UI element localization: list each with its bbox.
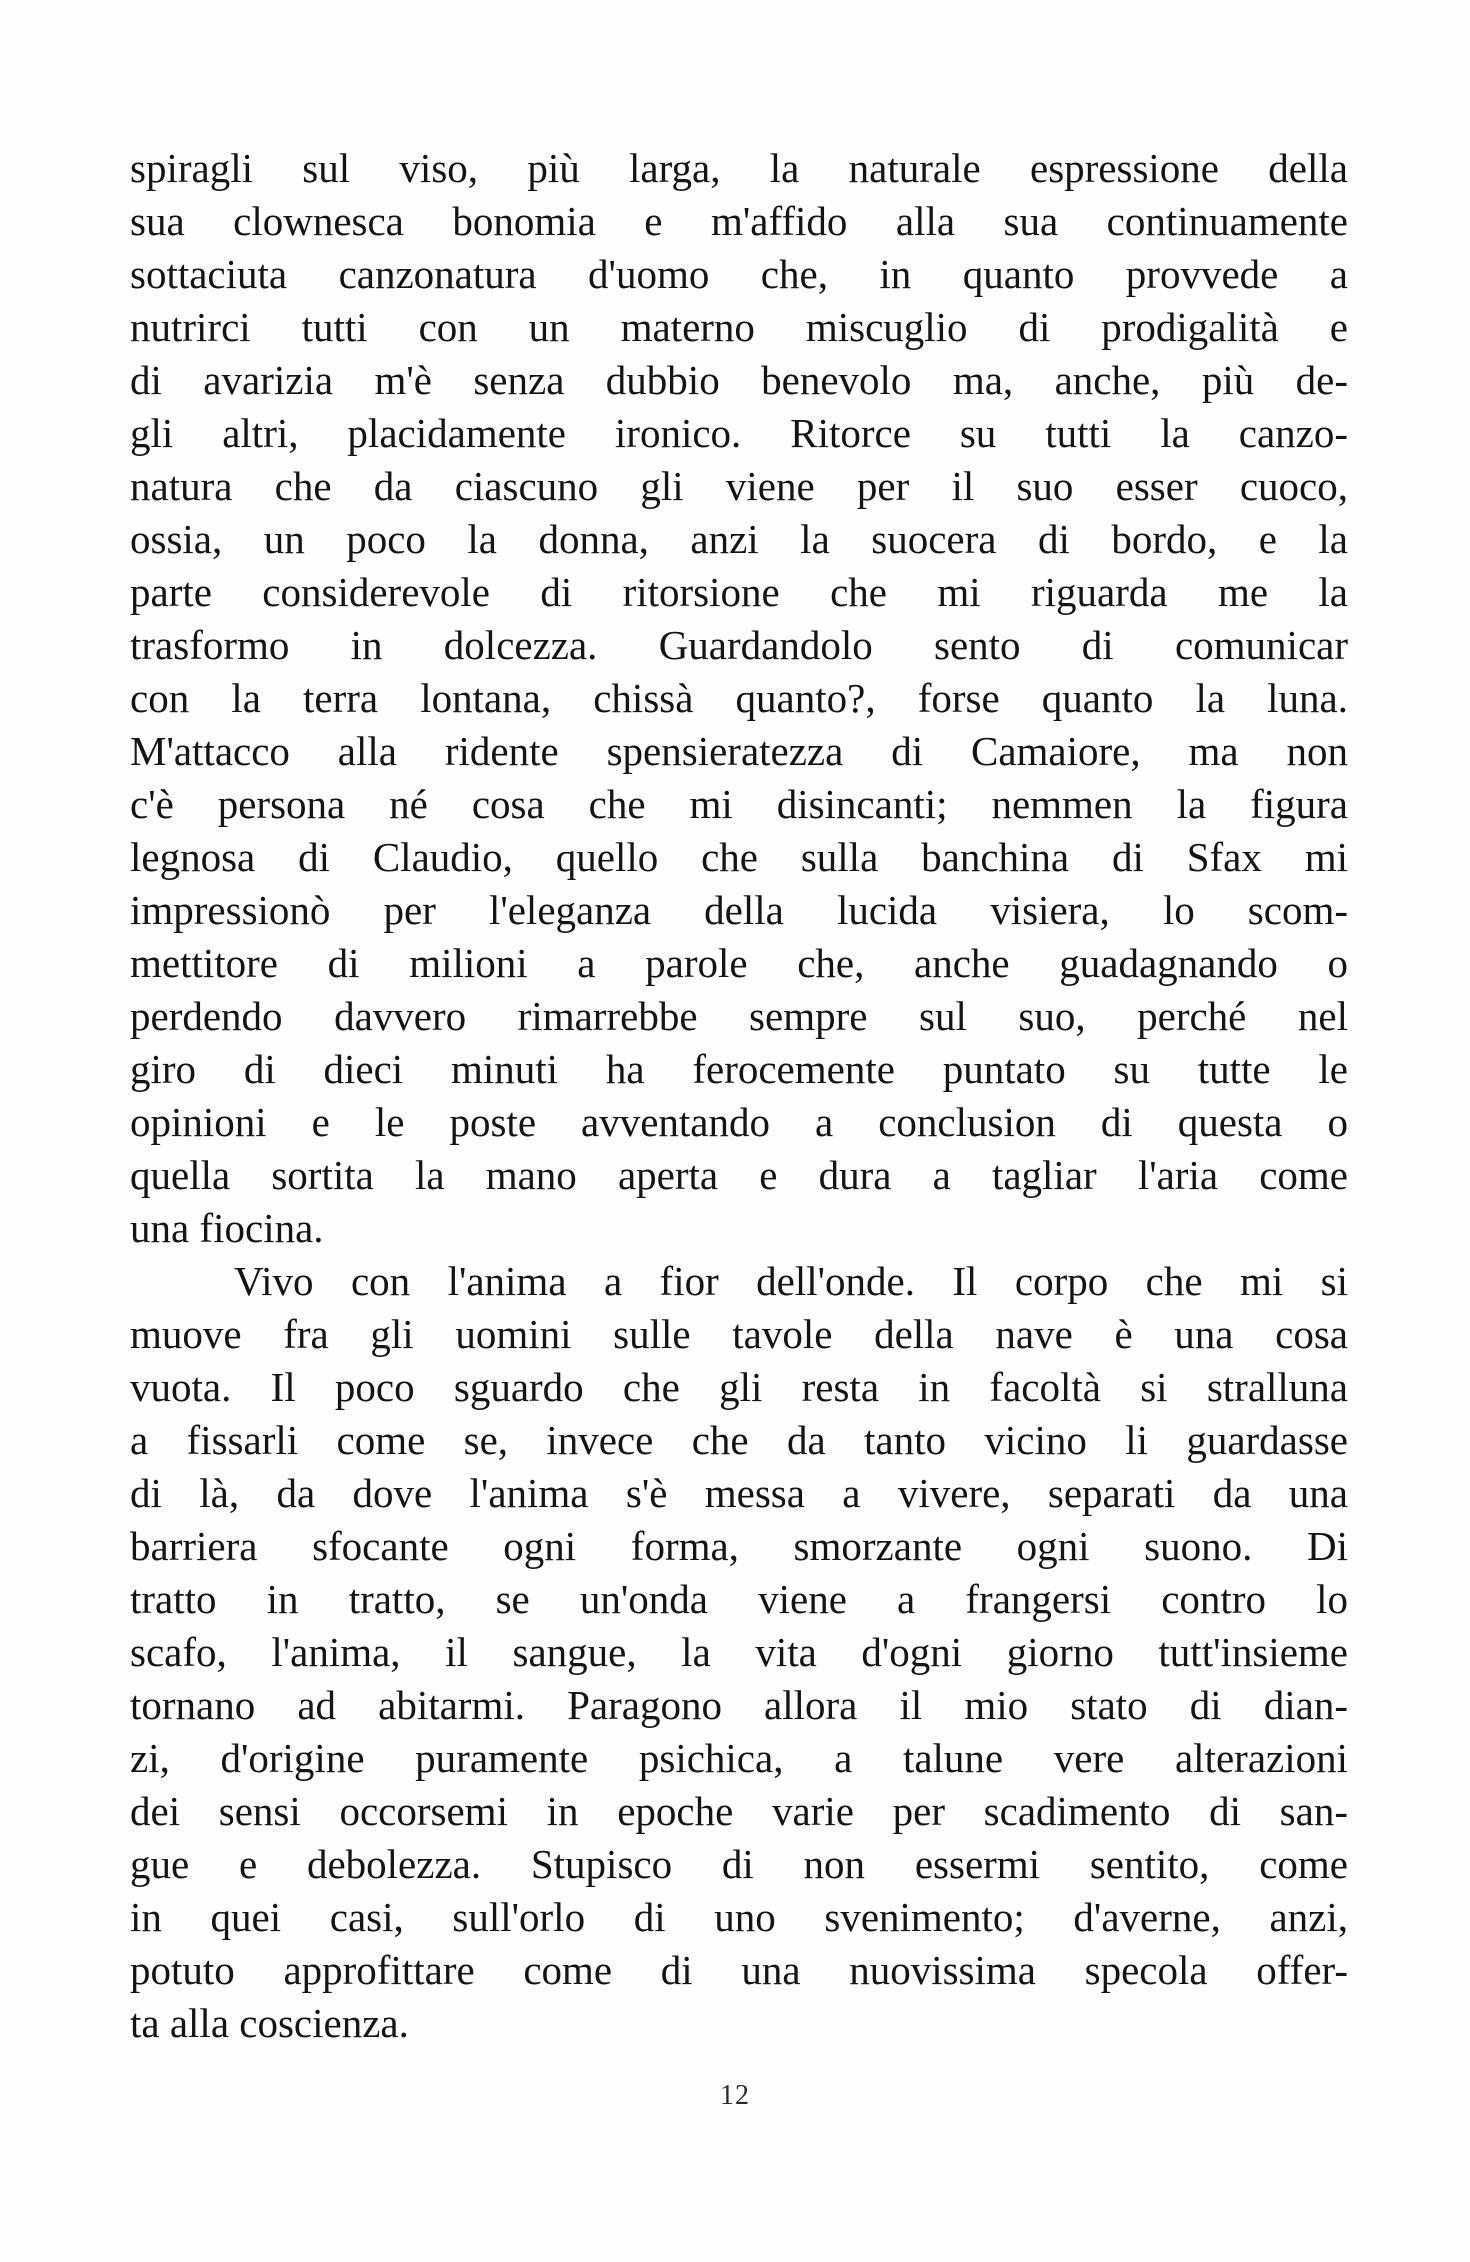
- text-line: ta alla coscienza.: [130, 2000, 409, 2046]
- text-line: quella sortita la mano aperta e dura a tagliar l'aria come: [130, 1152, 1348, 1198]
- text-line: sottaciuta canzonatura d'uomo che, in quanto provvede a: [130, 251, 1348, 297]
- text-line: parte considerevole di ritorsione che mi riguarda me la: [130, 569, 1348, 615]
- text-line: giro di dieci minuti ha ferocemente puntato su tutte le: [130, 1046, 1348, 1092]
- text-line: legnosa di Claudio, quello che sulla banchina di Sfax mi: [130, 834, 1348, 880]
- text-line: impressionò per l'eleganza della lucida visiera, lo scom-: [130, 887, 1348, 933]
- text-line: barriera sfocante ogni forma, smorzante ogni suono. Di: [130, 1523, 1348, 1569]
- text-line: a fissarli come se, invece che da tanto vicino li guardasse: [130, 1417, 1348, 1463]
- text-line: ossia, un poco la donna, anzi la suocera di bordo, e la: [130, 516, 1348, 562]
- text-line: nutrirci tutti con un materno miscuglio di prodigalità e: [130, 304, 1348, 350]
- text-line: M'attacco alla ridente spensieratezza di Camaiore, ma non: [130, 728, 1348, 774]
- text-line: trasformo in dolcezza. Guardandolo sento di comunicar: [130, 622, 1348, 668]
- text-line: perdendo davvero rimarrebbe sempre sul suo, perché nel: [130, 993, 1348, 1039]
- text-line: vuota. Il poco sguardo che gli resta in facoltà si stralluna: [130, 1364, 1348, 1410]
- text-line: tratto in tratto, se un'onda viene a frangersi contro lo: [130, 1576, 1348, 1622]
- text-line: con la terra lontana, chissà quanto?, forse quanto la luna.: [130, 675, 1348, 721]
- body-text: [130, 142, 1348, 2050]
- text-line: spiragli sul viso, più larga, la naturale espressione della: [130, 145, 1348, 191]
- text-line: mettitore di milioni a parole che, anche guadagnando o: [130, 940, 1348, 986]
- text-line: opinioni e le poste avventando a conclusion di questa o: [130, 1099, 1348, 1145]
- text-line: di avarizia m'è senza dubbio benevolo ma, anche, più de-: [130, 357, 1348, 403]
- text-line: una fiocina.: [130, 1205, 324, 1251]
- text-line: di là, da dove l'anima s'è messa a vivere, separati da una: [130, 1470, 1348, 1516]
- text-line: natura che da ciascuno gli viene per il suo esser cuoco,: [130, 463, 1348, 509]
- text-line: dei sensi occorsemi in epoche varie per scadimento di san-: [130, 1788, 1348, 1834]
- text-line: muove fra gli uomini sulle tavole della nave è una cosa: [130, 1311, 1348, 1357]
- text-line: in quei casi, sull'orlo di uno svenimento; d'averne, anzi,: [130, 1894, 1348, 1940]
- paragraph-first-line: Vivo con l'anima a fior dell'onde. Il corpo che mi si: [234, 1258, 1348, 1304]
- text-line: gue e debolezza. Stupisco di non essermi sentito, come: [130, 1841, 1348, 1887]
- page-number: 12: [720, 2080, 750, 2111]
- text-line: potuto approfittare come di una nuovissima specola offer-: [130, 1947, 1348, 1993]
- text-line: sua clownesca bonomia e m'affido alla sua continuamente: [130, 198, 1348, 244]
- text-line: gli altri, placidamente ironico. Ritorce su tutti la canzo-: [130, 410, 1348, 456]
- text-line: zi, d'origine puramente psichica, a talune vere alterazioni: [130, 1735, 1348, 1781]
- text-line: c'è persona né cosa che mi disincanti; nemmen la figura: [130, 781, 1348, 827]
- text-line: scafo, l'anima, il sangue, la vita d'ogni giorno tutt'insieme: [130, 1629, 1348, 1675]
- text-line: tornano ad abitarmi. Paragono allora il mio stato di dian-: [130, 1682, 1348, 1728]
